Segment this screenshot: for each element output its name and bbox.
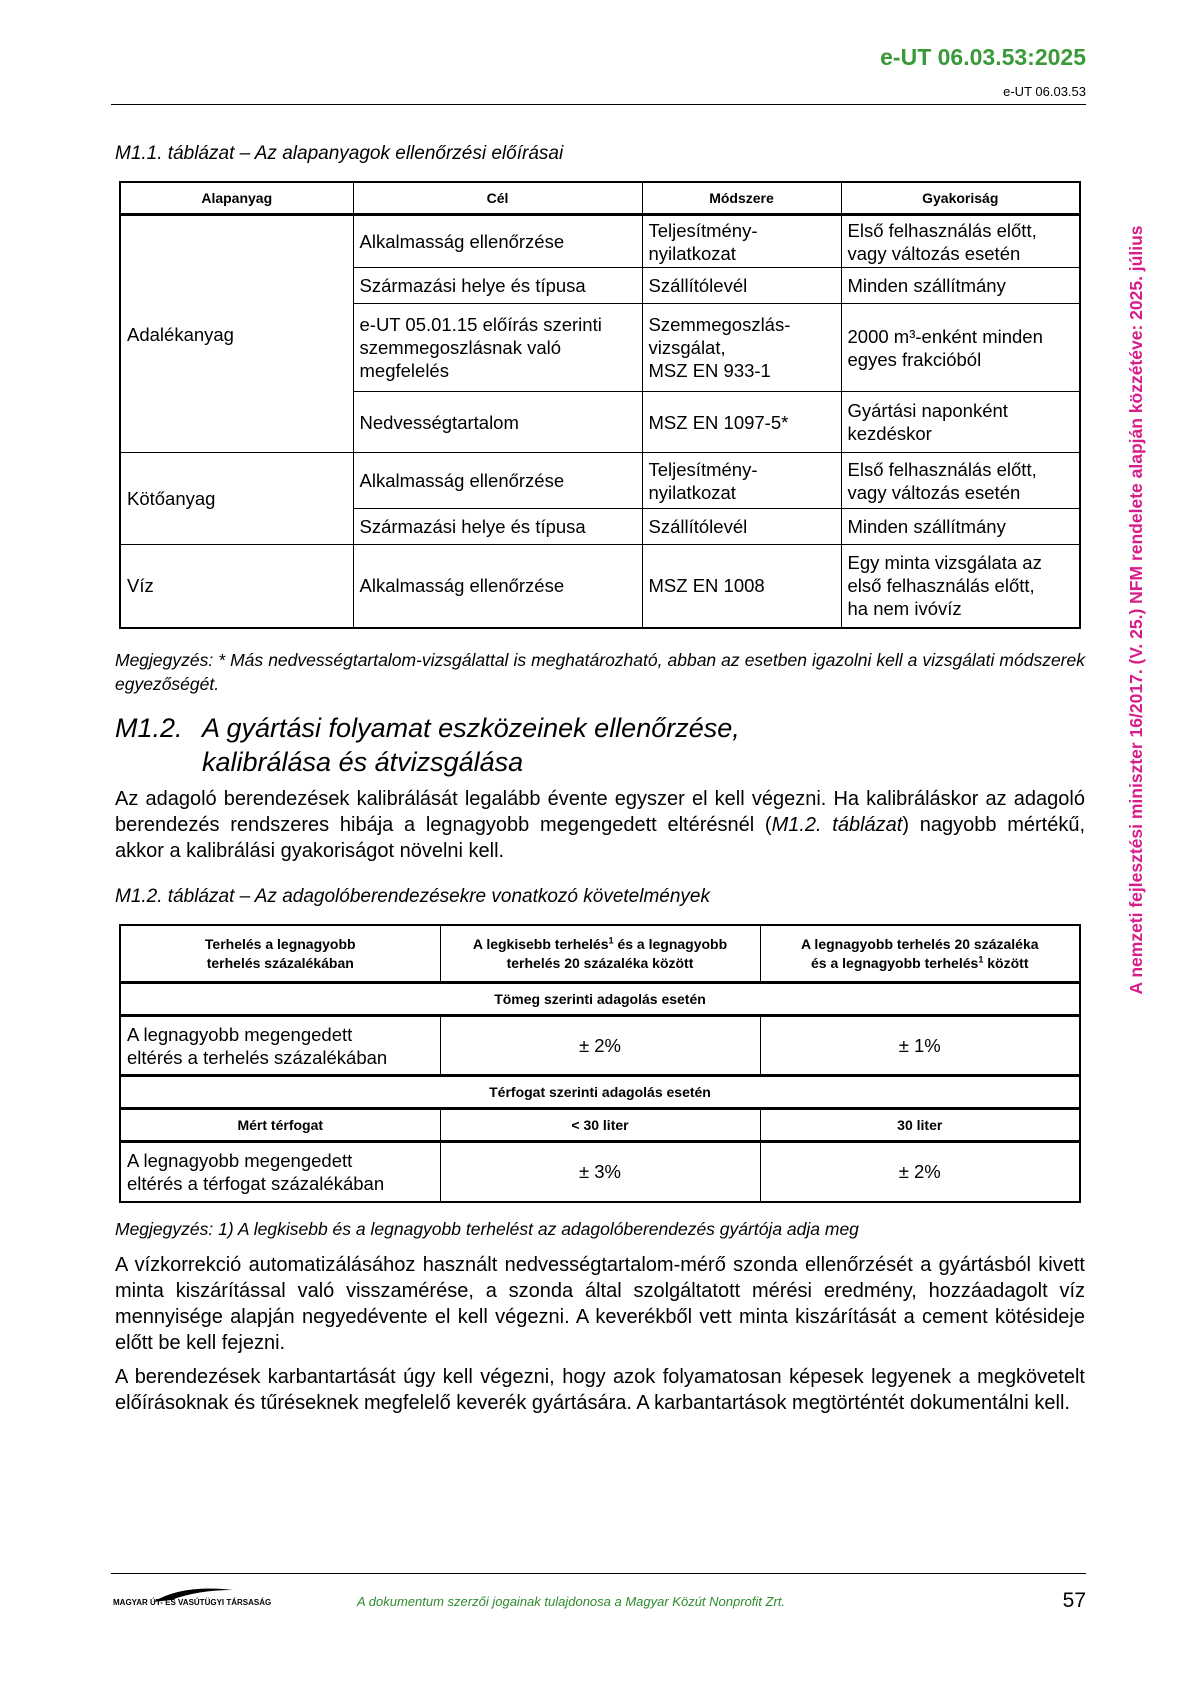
col-header — [760, 925, 1080, 983]
cell: Származási helye és típusa — [353, 268, 642, 304]
cell: Alkalmasság ellenőrzése — [353, 453, 642, 509]
cell: Gyártási naponként kezdéskor — [841, 392, 1080, 453]
table-reference: M1.2. táblázat — [771, 814, 903, 836]
table-row — [120, 545, 1080, 628]
col-header: Cél — [353, 182, 642, 215]
cell: Teljesítmény- nyilatkozat — [642, 453, 841, 509]
material-cell: Adalékanyag — [120, 215, 353, 453]
col-header: < 30 liter — [440, 1109, 760, 1142]
cell: MSZ EN 1008 — [642, 545, 841, 628]
document-code-small: e-UT 06.03.53 — [1003, 84, 1086, 99]
dosing-requirements-table — [119, 924, 1081, 1203]
paragraph-text: ) nagyobb mértékű, akkor a kalibrálási gyakoriságot növelni kell. — [115, 814, 1085, 862]
section-number: M1.2. — [115, 713, 183, 743]
paragraph-moisture-probe: A vízkorrekció automatizálásához használt nedvességtartalom-mérő szonda ellenőrzését a gyártásból kivett minta kiszárítással való visszamérése, a szonda által szolgáltatott mérési eredmény, hozzáadagolt víz mennyisége alapján negyedévente el kell végezni. A keverékből vett minta kiszárítását a cement kötésideje előtt be kell fejezni. — [115, 1254, 1085, 1354]
material-cell: Kötőanyag — [120, 453, 353, 545]
table-row — [120, 1076, 1080, 1109]
organization-logo — [113, 1582, 261, 1612]
publication-side-note: A nemzeti fejlesztési miniszter 16/2017. (V. 25.) NFM rendelete alapján közzétéve: 2025. július — [1126, 225, 1146, 995]
table2-caption: M1.2. táblázat – Az adagolóberendezésekre vonatkozó követelmények — [115, 886, 710, 907]
cell: ± 2% — [440, 1016, 760, 1076]
cell: Alkalmasság ellenőrzése — [353, 215, 642, 268]
table2-note: Megjegyzés: 1) A legkisebb és a legnagyobb terhelést az adagolóberendezés gyártója adja meg — [115, 1219, 859, 1239]
document-code: e-UT 06.03.53:2025 — [880, 44, 1086, 70]
table-row — [120, 215, 1080, 268]
cell: Teljesítmény- nyilatkozat — [642, 215, 841, 268]
table1-note: Megjegyzés: * Más nedvességtartalom-vizsgálattal is meghatározható, abban az esetben igazolni kell a vizsgálati módszerek egyezőségét. — [115, 650, 1085, 694]
cell: Nedvességtartalom — [353, 392, 642, 453]
header-text: A legnagyobb terhelés 20 százaléka és a legnagyobb terhelés — [800, 935, 1039, 971]
header-rule — [111, 104, 1086, 105]
col-header — [440, 925, 760, 983]
table-row — [120, 1142, 1080, 1202]
cell: Alkalmasság ellenőrzése — [353, 545, 642, 628]
cell: ± 3% — [440, 1142, 760, 1202]
col-header: Gyakoriság — [841, 182, 1080, 215]
cell: Szemmegoszlás- vizsgálat, MSZ EN 933-1 — [642, 304, 841, 392]
col-header: Módszere — [642, 182, 841, 215]
cell: MSZ EN 1097-5* — [642, 392, 841, 453]
header-text: között — [983, 954, 1029, 971]
table-header-row — [120, 182, 1080, 215]
cell: Származási helye és típusa — [353, 509, 642, 545]
table1-caption: M1.1. táblázat – Az alapanyagok ellenőrzési előírásai — [115, 143, 564, 164]
header-text: és a legnagyobb terhelés 20 százaléka között — [506, 935, 728, 971]
cell: Minden szállítmány — [841, 268, 1080, 304]
cell: A legnagyobb megengedett eltérés a terhelés százalékában — [120, 1016, 440, 1076]
col-header: Terhelés a legnagyobb terhelés százalékában — [120, 925, 440, 983]
cell: Első felhasználás előtt, vagy változás esetén — [841, 453, 1080, 509]
section-title-line2: kalibrálása és átvizsgálása — [202, 747, 524, 777]
table-row — [120, 1016, 1080, 1076]
cell: Szállítólevél — [642, 509, 841, 545]
materials-table — [119, 181, 1081, 629]
page-number: 57 — [1062, 1589, 1086, 1612]
cell: Első felhasználás előtt, vagy változás esetén — [841, 215, 1080, 268]
header-text: A legkisebb terhelés — [472, 935, 609, 952]
cell: Szállítólevél — [642, 268, 841, 304]
cell: Minden szállítmány — [841, 509, 1080, 545]
cell: Egy minta vizsgálata az első felhasználás előtt, ha nem ivóvíz — [841, 545, 1080, 628]
col-header: 30 liter — [760, 1109, 1080, 1142]
cell: 2000 m³-enként minden egyes frakcióból — [841, 304, 1080, 392]
table-row — [120, 1109, 1080, 1142]
cell: ± 2% — [760, 1142, 1080, 1202]
footer-rule — [111, 1573, 1086, 1574]
mass-dosing-title: Tömeg szerinti adagolás esetén — [120, 983, 1080, 1016]
table-header-row — [120, 925, 1080, 983]
col-header: Alapanyag — [120, 182, 353, 215]
cell: A legnagyobb megengedett eltérés a térfogat százalékában — [120, 1142, 440, 1202]
col-header: Mért térfogat — [120, 1109, 440, 1142]
footnote-mark: 1 — [978, 953, 984, 964]
paragraph-maintenance: A berendezések karbantartását úgy kell végezni, hogy azok folyamatosan képesek legyenek a megkövetelt előírásoknak és tűréseknek megfelelő keverék gyártására. A karbantartások megtörténtét dokumentálni kell. — [115, 1366, 1085, 1414]
copyright-text: A dokumentum szerzői jogainak tulajdonosa a Magyar Közút Nonprofit Zrt. — [357, 1594, 786, 1609]
cell: ± 1% — [760, 1016, 1080, 1076]
volume-dosing-title: Térfogat szerinti adagolás esetén — [120, 1076, 1080, 1109]
logo-text: MAGYAR ÚT- ÉS VASÚTÜGYI TÁRSASÁG — [113, 1598, 272, 1607]
paragraph-calibration — [115, 786, 1085, 864]
table-row — [120, 983, 1080, 1016]
section-heading — [115, 711, 740, 779]
cell: e-UT 05.01.15 előírás szerinti szemmegoszlásnak való megfelelés — [353, 304, 642, 392]
section-title-line1: A gyártási folyamat eszközeinek ellenőrzése, — [202, 713, 740, 743]
material-cell: Víz — [120, 545, 353, 628]
paragraph-text: Az adagoló berendezések kalibrálását legalább évente egyszer el kell végezni. Ha kalibráláskor az adagoló berendezés rendszeres hibája a legnagyobb megengedett eltérésnél ( — [115, 788, 1085, 836]
table-row — [120, 453, 1080, 509]
footnote-mark: 1 — [608, 934, 614, 945]
